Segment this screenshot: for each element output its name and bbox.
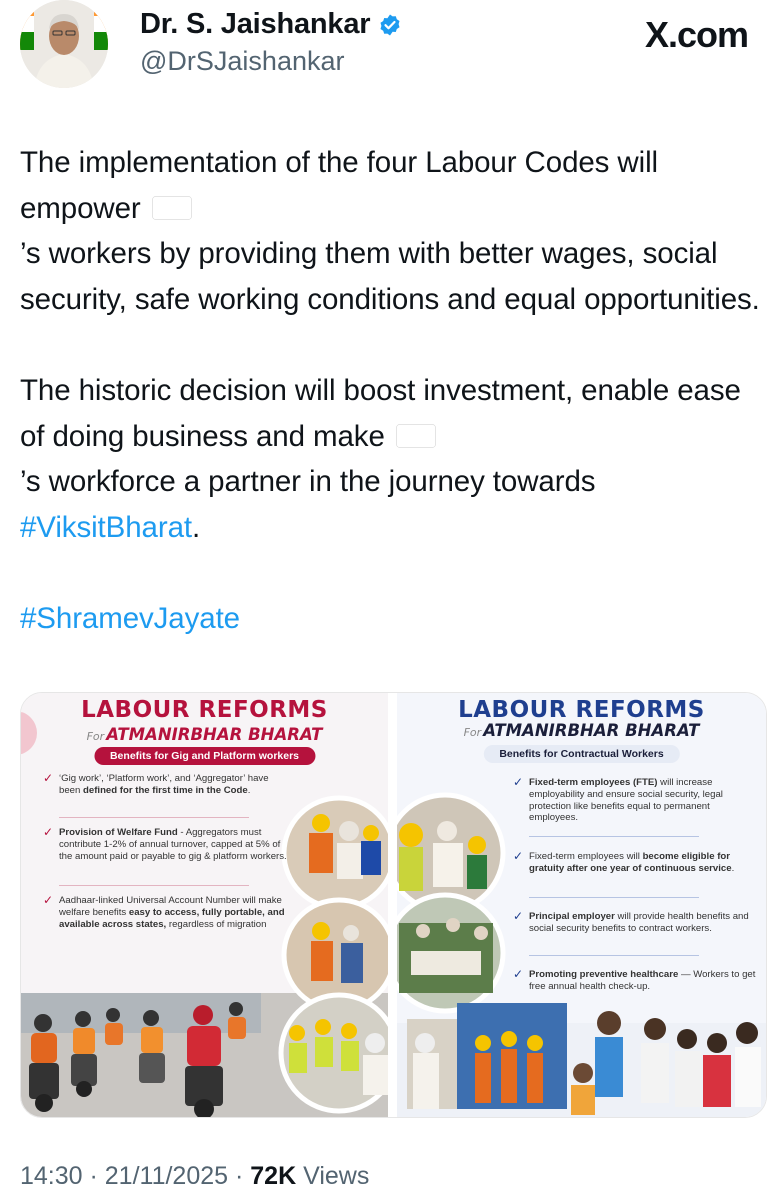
- author-name[interactable]: Dr. S. Jaishankar: [140, 8, 371, 40]
- tweet-paragraph-3: [20, 596, 760, 642]
- media-image-right[interactable]: [397, 693, 766, 1117]
- right-prefix: For: [463, 726, 482, 739]
- text-segment: The implementation of the four Labour Codes will empower: [20, 146, 658, 225]
- author-handle[interactable]: @DrSJaishankar: [140, 46, 345, 76]
- divider: [59, 885, 249, 886]
- bullet-bold: defined for the first time in the Code: [83, 784, 248, 796]
- hashtag-link-viksitbharat[interactable]: #ViksitBharat: [20, 510, 192, 544]
- separator: ·: [228, 1162, 251, 1190]
- bullet-bold: Promoting preventive healthcare: [529, 969, 679, 980]
- avatar-photo: [20, 0, 108, 88]
- tweet-paragraph-1: [20, 140, 760, 231]
- check-icon: ✓: [513, 775, 524, 789]
- right-subtitle: [397, 721, 766, 740]
- bullet-text: .: [731, 862, 735, 874]
- bullet-bold: Principal employer: [529, 911, 615, 922]
- bullet-text: — Workers to get free annual health check-up.: [529, 969, 756, 992]
- divider: [59, 817, 249, 818]
- media-image-left[interactable]: [21, 693, 388, 1117]
- check-icon: ✓: [43, 825, 54, 839]
- bullet-text: regardless of migration: [166, 918, 267, 930]
- tweet-media: [20, 692, 767, 1118]
- left-subtitle-text: ATMANIRBHAR BHARAT: [106, 725, 323, 744]
- divider: [529, 955, 699, 956]
- bullet-text: Fixed-term employees will: [529, 851, 643, 862]
- tweet-date[interactable]: 21/11/2025: [104, 1162, 229, 1190]
- left-subtitle: [21, 725, 388, 744]
- x-logo: X.com: [644, 14, 748, 55]
- left-bullet-1: [43, 771, 291, 797]
- left-bullet-3: [43, 893, 291, 930]
- bullet-bold: become eligible for gratuity after one year of continuous service: [529, 851, 732, 874]
- bullet-bold: Fixed-term employees (FTE): [529, 777, 658, 788]
- india-flag-icon: [397, 425, 435, 447]
- bullet-text: will provide health benefits and social security benefits to contract workers.: [529, 911, 749, 934]
- views-count: 72K: [250, 1162, 297, 1190]
- text-segment: The historic decision will boost investment, enable ease of doing business and make: [20, 374, 741, 453]
- bullet-text: will increase employability and ensure social security, legal protection like benefits equal to permanent employees.: [529, 777, 723, 824]
- bullet-text: .: [247, 784, 251, 796]
- tweet-text: [20, 140, 760, 642]
- text-segment: ’s workforce a partner in the journey towards: [20, 465, 596, 498]
- right-bullet-3: [513, 909, 759, 935]
- right-title: LABOUR REFORMS: [458, 697, 705, 723]
- right-pill: Benefits for Contractual Workers: [483, 745, 679, 763]
- bullet-text: ‘Gig work’, ‘Platform work’, and ‘Aggregator’ have been: [59, 773, 269, 796]
- check-icon: ✓: [43, 771, 54, 785]
- divider: [529, 836, 699, 837]
- right-bullet-1: [513, 775, 759, 824]
- tweet-meta: [20, 1162, 369, 1191]
- text-segment: .: [191, 510, 201, 544]
- hashtag-link-shramevjayate[interactable]: #ShramevJayate: [20, 602, 240, 635]
- views-label: Views: [296, 1162, 370, 1190]
- right-bullet-2: [513, 849, 759, 875]
- profile-avatar[interactable]: [20, 0, 108, 88]
- bullet-text: - Aggregators must contribute 1-2% of annual turnover, capped at 5% of the amount paid or payable to gig & platform workers.: [59, 827, 287, 862]
- separator: ·: [82, 1162, 105, 1190]
- check-icon: ✓: [43, 893, 54, 907]
- check-icon: ✓: [513, 849, 524, 863]
- tweet-header: [20, 0, 760, 100]
- tweet-paragraph-2: [20, 368, 760, 459]
- left-prefix: For: [86, 730, 105, 743]
- left-title: LABOUR REFORMS: [81, 697, 328, 723]
- check-icon: ✓: [513, 909, 524, 923]
- verified-badge-icon: [378, 13, 402, 37]
- divider: [529, 897, 699, 898]
- author-row: [140, 8, 402, 41]
- india-flag-icon: [153, 197, 191, 219]
- text-segment: ’s workers by providing them with better wages, social security, safe working conditions and equal opportunities.: [20, 237, 760, 316]
- check-icon: ✓: [513, 967, 524, 981]
- left-bullet-2: [43, 825, 291, 862]
- tweet-time[interactable]: 14:30: [20, 1162, 83, 1190]
- right-subtitle-text: ATMANIRBHAR BHARAT: [483, 721, 700, 740]
- right-bullet-4: [513, 967, 759, 993]
- bullet-bold: easy to access, fully portable, and available across states,: [59, 906, 285, 930]
- left-pill: Benefits for Gig and Platform workers: [94, 747, 315, 765]
- bullet-text: Aadhaar-linked Universal Account Number will make welfare benefits: [59, 895, 282, 918]
- bullet-bold: Provision of Welfare Fund: [59, 827, 178, 838]
